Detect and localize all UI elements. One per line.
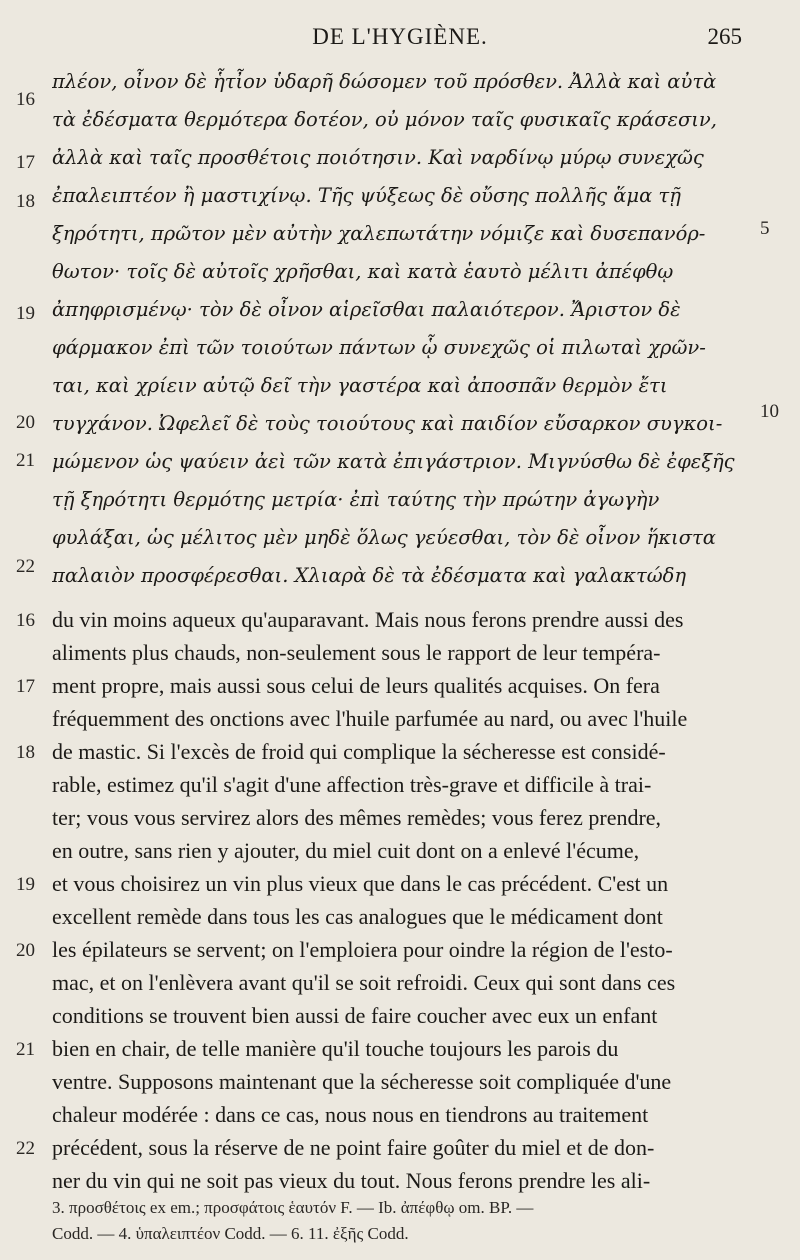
french-line: rable, estimez qu'il s'agit d'une affection très-grave et difficile à trai- [52,772,652,797]
footnote-line: Codd. — 4. ὑπαλειπτέον Codd. — 6. 11. ἐξῆς Codd. [52,1224,409,1243]
french-line: et vous choisirez un vin plus vieux que dans le cas précédent. C'est un [52,871,669,896]
greek-line: τῇ ξηρότητι θερμότης μετρία· ἐπὶ ταύτης τὴν πρώτην ἀγωγὴν [52,488,660,511]
greek-line: πλέον, οἶνον δὲ ἧτἶον ὑδαρῆ δώσομεν τοῦ πρόσθεν. Ἀλλὰ καὶ αὐτὰ [52,70,717,93]
french-line-number: 17 [16,676,35,697]
greek-line: παλαιὸν προσφέρεσθαι. Χλιαρὰ δὲ τὰ ἐδέσματα καὶ γαλακτώδη [52,564,687,587]
greek-line: φάρμακον ἐπὶ τῶν τοιούτων πάντων ᾧ συνεχῶς οἱ πιλωταὶ χρῶν- [52,336,706,359]
greek-line-number: 22 [16,556,35,577]
french-line-number: 16 [16,610,35,631]
french-line: excellent remède dans tous les cas analogues que le médicament dont [52,904,663,929]
french-line-number: 21 [16,1039,35,1060]
greek-line: ἀπηφρισμένῳ· τὸν δὲ οἶνον αἱρεῖσθαι παλαιότερον. Ἄριστον δὲ [52,298,681,321]
french-line-number: 19 [16,874,35,895]
greek-line: τὰ ἐδέσματα θερμότερα δοτέον, οὐ μόνον ταῖς φυσικαῖς κράσεσιν, [52,108,717,131]
greek-line-number: 18 [16,191,35,212]
greek-line: ται, καὶ χρίειν αὐτῷ δεῖ τὴν γαστέρα καὶ ἀποσπᾶν θερμὸν ἔτι [52,374,668,397]
french-line: en outre, sans rien y ajouter, du miel cuit dont on a enlevé l'écume, [52,838,640,863]
french-line: bien en chair, de telle manière qu'il touche toujours les parois du [52,1036,619,1061]
french-line: ter; vous vous servirez alors des mêmes remèdes; vous ferez prendre, [52,805,662,830]
greek-line-number: 21 [16,450,35,471]
french-line: aliments plus chauds, non-seulement sous le rapport de leur tempéra- [52,640,661,665]
greek-line-number: 17 [16,152,35,173]
french-line: chaleur modérée : dans ce cas, nous nous en tiendrons au traitement [52,1102,649,1127]
french-line: fréquemment des onctions avec l'huile parfumée au nard, ou avec l'huile [52,706,688,731]
greek-line-number: 19 [16,303,35,324]
greek-margin-number: 5 [760,218,770,239]
french-line: ment propre, mais aussi sous celui de leurs qualités acquises. On fera [52,673,660,698]
footnote-line: 3. προσθέτοις ex em.; προσφάτοις ἑαυτόν F. — Ib. ἀπέφθῳ om. BP. — [52,1198,534,1217]
french-line: de mastic. Si l'excès de froid qui complique la sécheresse est considé- [52,739,666,764]
greek-line: ξηρότητι, πρῶτον μὲν αὐτὴν χαλεπωτάτην νόμιζε καὶ δυσεπανόρ- [52,222,706,245]
french-line: conditions se trouvent bien aussi de faire coucher avec eux un enfant [52,1003,658,1028]
french-line: mac, et on l'enlèvera avant qu'il se soit refroidi. Ceux qui sont dans ces [52,970,676,995]
greek-line-number: 16 [16,89,35,110]
french-line: ventre. Supposons maintenant que la sécheresse soit compliquée d'une [52,1069,672,1094]
greek-line: τυγχάνον. Ὠφελεῖ δὲ τοὺς τοιούτους καὶ παιδίον εὔσαρκον συγκοι- [52,412,723,435]
greek-line: μώμενον ὡς ψαύειν ἀεὶ τῶν κατὰ ἐπιγάστριον. Μιγνύσθω δὲ ἐφεξῆς [52,450,735,473]
french-line: ner du vin qui ne soit pas vieux du tout. Nous ferons prendre les ali- [52,1168,651,1193]
french-line-number: 20 [16,940,35,961]
page-number: 265 [707,24,742,49]
greek-line: φυλάξαι, ὡς μέλιτος μὲν μηδὲ ὅλως γεύεσθαι, τὸν δὲ οἶνον ἥκιστα [52,526,716,549]
running-head [0,24,800,54]
french-line: les épilateurs se servent; on l'emploiera pour oindre la région de l'esto- [52,937,673,962]
greek-margin-number: 10 [760,401,779,422]
french-line-number: 22 [16,1138,35,1159]
greek-line: ἐπαλειπτέον ἢ μαστιχίνῳ. Τῆς ψύξεως δὲ οὔσης πολλῆς ἅμα τῇ [52,184,681,207]
french-line-number: 18 [16,742,35,763]
french-line: précédent, sous la réserve de ne point faire goûter du miel et de don- [52,1135,655,1160]
greek-line: θωτον· τοῖς δὲ αὐτοῖς χρῆσθαι, καὶ κατὰ ἑαυτὸ μέλιτι ἀπέφθῳ [52,260,674,283]
greek-line-number: 20 [16,412,35,433]
french-line: du vin moins aqueux qu'auparavant. Mais nous ferons prendre aussi des [52,607,684,632]
greek-line: ἀλλὰ καὶ ταῖς προσθέτοις ποιότησιν. Καὶ ναρδίνῳ μύρῳ συνεχῶς [52,146,704,169]
running-title: DE L'HYGIÈNE. [312,24,488,49]
